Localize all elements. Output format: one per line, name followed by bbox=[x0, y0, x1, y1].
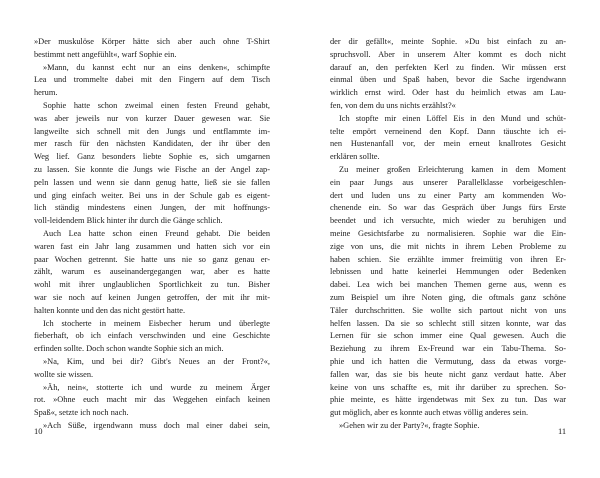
text-line: Täler durchschritten. Sie wollte sich partout nicht von uns bbox=[330, 305, 566, 315]
text-line: »Der muskulöse Körper hätte sich aber auch ohne T-Shirt bbox=[34, 37, 270, 46]
text-line: Auch Lea hatte schon einen Freund gehabt. Die beiden bbox=[43, 228, 270, 238]
text-line: wirklich ernst wird. Oder hast du heimlich etwas am Lau- bbox=[330, 88, 566, 98]
text-line: dert und luden uns zu einer Party am kommenden Wo- bbox=[330, 190, 566, 200]
text-line: zige von uns, die mit nichts in ihrem Leben Probleme zu bbox=[330, 241, 566, 251]
text-line: phie und ich hatten die Vermutung, dass da etwas vorge- bbox=[330, 356, 566, 366]
text-line: langweilte sich schnell mit den Jungs und entflammte im- bbox=[34, 126, 270, 136]
text-line: fieberhaft, ob ich einfach verschwinden und eine Geschichte bbox=[34, 331, 270, 341]
text-line: bestimmt nett angefühlt«, warf Sophie ein. bbox=[34, 49, 177, 59]
text-line: mer rasch für den nächsten Kandidaten, der ihr über den bbox=[34, 139, 270, 149]
text-line: erfinden sollte. Doch schon wandte Sophie sich an mich. bbox=[34, 344, 224, 354]
text-line: helfen lassen. Da sie so schlecht still sitzen konnte, war das bbox=[330, 318, 566, 328]
text-line: lich ständig mindestens einen Jungen, der mit hoffnungs- bbox=[34, 203, 270, 213]
text-line: lebnissen und hatte keinerlei Hemmungen oder Bedenken bbox=[330, 267, 566, 277]
right-page-text bbox=[330, 36, 566, 433]
text-line: gut möglich, aber es konnte auch etwas völlig anderes sein. bbox=[330, 408, 529, 418]
text-line: erklären sollte. bbox=[330, 152, 380, 162]
text-line: meine Gesichtsfarbe zu normalisieren. Sophie war die Ein- bbox=[330, 228, 566, 238]
text-line: herum. bbox=[34, 88, 58, 98]
text-line: paar Wochen getrennt. Sie hatte uns nie so ganz genau er- bbox=[34, 254, 270, 264]
text-line: zu lassen. Sie konnte die Jungs wie Fische an der Angel zap- bbox=[34, 164, 270, 174]
text-line: fen, von dem du uns nichts erzählst?« bbox=[330, 100, 456, 110]
text-line: Ich stocherte in meinem Eisbecher herum und überlegte bbox=[43, 318, 270, 328]
text-line: beendet und ich versuchte, mich wieder zu beruhigen und bbox=[330, 216, 566, 226]
text-line: »Na, Kim, und bei dir? Gibt's Neues an der Front?«, bbox=[43, 356, 270, 366]
text-line: fallen war, das sie bis heute nicht ganz verdaut hatte. Aber bbox=[330, 369, 566, 379]
text-line: Spaß«, setzte ich noch nach. bbox=[34, 408, 129, 418]
text-line: haben schien. Sie erzählte immer freimütig von ihren Er- bbox=[330, 254, 566, 264]
text-line: keine von uns schaffte es, mit ihr darüber zu sprechen. So- bbox=[330, 382, 566, 392]
text-line: telte empört verneinend den Kopf. Dann täuschte ich ei- bbox=[330, 126, 566, 136]
text-line: der dir gefällt«, meinte Sophie. »Du bist einfach zu an- bbox=[330, 37, 566, 46]
left-page-text bbox=[34, 36, 270, 433]
text-line: chenende ein. So war das Gespräch über Jungs fürs Erste bbox=[330, 203, 566, 213]
text-line: waren fast ein Jahr lang zusammen und hatten sich vor ein bbox=[34, 241, 270, 251]
text-line: Beziehung zu ihrem Ex-Freund war ein Tabu-Thema. So- bbox=[330, 344, 566, 354]
text-line: dabei. Lea wich bei manchen Themen gerne aus, wenn es bbox=[330, 280, 566, 290]
text-line: wollte sie wissen. bbox=[34, 369, 94, 379]
text-line: »Mann, du kannst echt nur an eins denken«, schimpfte bbox=[43, 62, 270, 72]
text-line: wohl mit ihrer unglaublichen Sportlichkeit zu tun. Bisher bbox=[34, 280, 270, 290]
right-page bbox=[300, 0, 600, 478]
text-line: was aber jeweils nur von kurzer Dauer gewesen war. Sie bbox=[34, 113, 270, 123]
text-line: ein paar Jungs aus unserer Parallelklasse vorbeigeschlen- bbox=[330, 177, 566, 187]
text-line: darauf an, den perfekten Kerl zu finden. Wir müssen erst bbox=[330, 62, 566, 72]
text-line: spruchsvoll. Aber in unserem Alter kommt es doch nicht bbox=[330, 49, 566, 59]
right-page-number: 11 bbox=[558, 426, 567, 436]
text-line: nen Hustenanfall vor, der mein erneut knallrotes Gesicht bbox=[330, 139, 566, 149]
text-line: zum Beispiel um ihre Noten ging, die oftmals ganz schöne bbox=[330, 292, 566, 302]
text-line: Ich stopfte mir einen Löffel Eis in den Mund und schüt- bbox=[339, 113, 566, 123]
text-line: halten konnte und den das nicht gestört hatte. bbox=[34, 305, 186, 315]
left-page-number: 10 bbox=[34, 426, 43, 436]
text-line: Sophie hatte schon zweimal einen festen Freund gehabt, bbox=[43, 100, 270, 110]
text-line: einmal üben und Spaß haben, bevor die Sache irgendwann bbox=[330, 75, 566, 85]
text-line: rot. »Ohne euch macht mir das Weggehen einfach keinen bbox=[34, 395, 270, 405]
text-line: »Gehen wir zu der Party?«, fragte Sophie. bbox=[339, 420, 480, 430]
text-line: zählt, warum es auseinandergegangen war, aber es hatte bbox=[34, 267, 270, 277]
text-line: und ging einfach weiter. Bei uns in der Schule gab es eigent- bbox=[34, 190, 270, 200]
text-line: Lea und trommelte dabei mit den Fingern auf dem Tisch bbox=[34, 75, 270, 85]
text-line: phie meinte, es hätte irgendetwas mit Sex zu tun. Das war bbox=[330, 395, 566, 405]
text-line: voll-leidendem Blick hinter ihr durch die Gänge schlich. bbox=[34, 216, 223, 226]
text-line: »Ach Süße, irgendwann muss doch mal einer dabei sein, bbox=[43, 420, 270, 430]
text-line: Weg lief. Ganz besonders liebte Sophie es, sich umgarnen bbox=[34, 152, 270, 162]
text-line: war sie noch auf keinen Jungen getroffen, der mit ihr mit- bbox=[34, 292, 270, 302]
text-line: peln lassen und wenn sie dann genug hatte, ließ sie sie fallen bbox=[34, 177, 270, 187]
text-line: »Äh, nein«, stotterte ich und wurde zu meinem Ärger bbox=[43, 382, 270, 392]
text-line: Zu meiner großen Erleichterung kamen in dem Moment bbox=[339, 164, 566, 174]
text-line: Lernen für sie schon immer eine Qual gewesen. Auch die bbox=[330, 331, 566, 341]
